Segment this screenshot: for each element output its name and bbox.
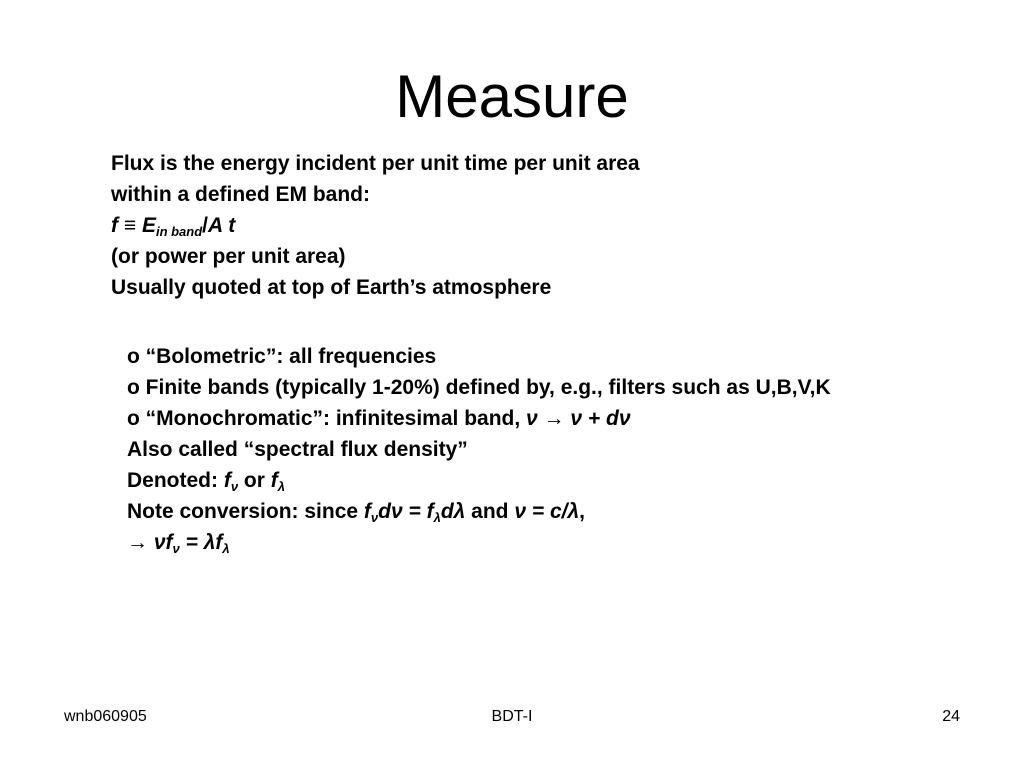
flux-formula bbox=[111, 210, 811, 241]
denoted-sub-nu: ν bbox=[230, 479, 239, 494]
definition-line-1: Flux is the energy incident per unit time per unit area bbox=[111, 152, 640, 175]
result-line bbox=[127, 527, 887, 558]
footer-left: wnb060905 bbox=[64, 708, 147, 725]
formula-f: f bbox=[111, 214, 118, 237]
formula-equiv: ≡ bbox=[118, 214, 142, 237]
definition-line-2: within a defined EM band: bbox=[111, 183, 370, 206]
result-math-1: νf bbox=[153, 531, 173, 554]
denoted-sub-lambda: λ bbox=[277, 479, 285, 494]
conversion-sub-lambda: λ bbox=[433, 510, 441, 525]
footer-center: BDT-I bbox=[491, 708, 533, 725]
formula-e: E bbox=[141, 214, 156, 237]
flux-definition bbox=[111, 148, 811, 303]
conversion-math-2: dλ bbox=[440, 500, 466, 523]
denoted-f-lambda: f bbox=[270, 469, 278, 492]
conversion-comma: , bbox=[579, 500, 586, 523]
denoted-text: Denoted: bbox=[127, 469, 224, 492]
conversion-f-lambda: f bbox=[426, 500, 434, 523]
denoted-or: or bbox=[238, 469, 271, 492]
conversion-sub-nu: ν bbox=[370, 510, 379, 525]
result-math-2: = λf bbox=[179, 531, 223, 554]
monochromatic-math: ν → ν + dν bbox=[526, 407, 631, 430]
conversion-and: and bbox=[465, 500, 515, 523]
monochromatic-text: o “Monochromatic”: infinitesimal band, bbox=[127, 407, 527, 430]
page-number: 24 bbox=[942, 708, 960, 725]
result-sub-lambda: λ bbox=[222, 541, 230, 556]
flux-types-list bbox=[127, 341, 887, 558]
result-arrow: → bbox=[127, 531, 154, 554]
list-item-monochromatic bbox=[127, 403, 887, 434]
conversion-math-3: ν = c/λ bbox=[514, 500, 580, 523]
list-item-finite-bands: o Finite bands (typically 1-20%) defined by, e.g., filters such as U,B,V,K bbox=[127, 376, 831, 399]
conversion-math-1: dν = bbox=[378, 500, 427, 523]
denoted-line bbox=[127, 465, 887, 496]
formula-slash: / bbox=[202, 214, 209, 237]
spectral-flux-density-line: Also called “spectral flux density” bbox=[127, 438, 468, 461]
definition-line-4: (or power per unit area) bbox=[111, 245, 346, 268]
conversion-text: Note conversion: since bbox=[127, 500, 364, 523]
conversion-line bbox=[127, 496, 887, 527]
denoted-f-nu: f bbox=[223, 469, 231, 492]
result-sub-nu: ν bbox=[172, 541, 180, 556]
conversion-f-nu: f bbox=[363, 500, 371, 523]
definition-line-5: Usually quoted at top of Earth’s atmosphere bbox=[111, 276, 552, 299]
formula-e-subscript: in band bbox=[155, 224, 203, 239]
slide-title: Measure bbox=[395, 63, 629, 130]
formula-at: A t bbox=[208, 214, 236, 237]
list-item-bolometric: o “Bolometric”: all frequencies bbox=[127, 345, 437, 368]
